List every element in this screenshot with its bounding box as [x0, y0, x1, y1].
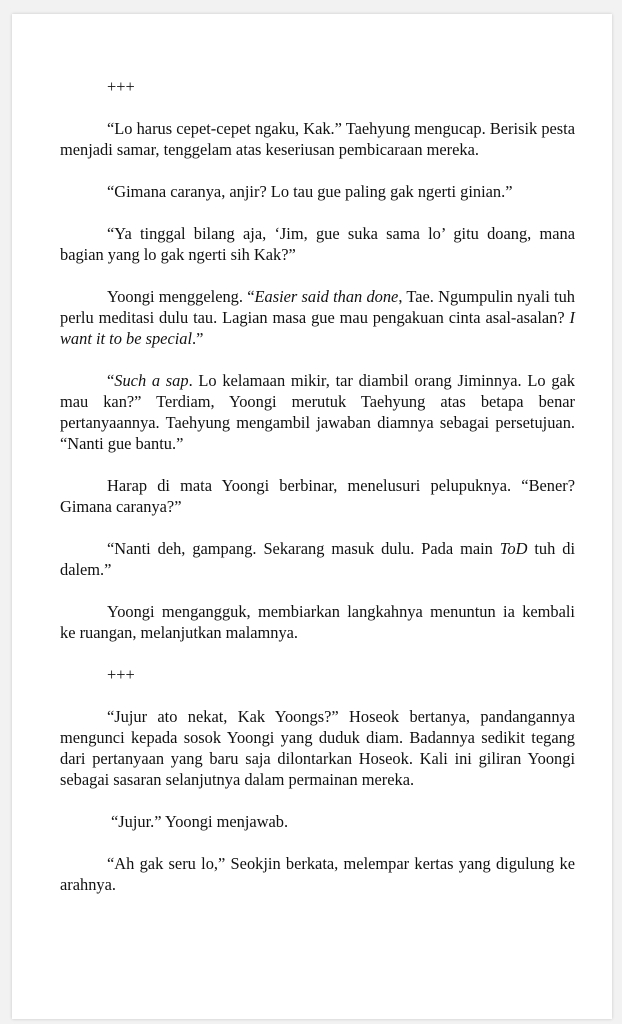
scene-separator: +++: [107, 665, 135, 684]
paragraph: “Ya tinggal bilang aja, ‘Jim, gue suka sama lo’ gitu doang, mana bagian yang lo gak ngerti sih Kak?”: [60, 224, 575, 264]
paragraph: “Lo harus cepet-cepet ngaku, Kak.” Taehyung mengucap. Berisik pesta menjadi samar, tenggelam atas keseriusan pembicaraan mereka.: [60, 119, 575, 159]
paragraph: “Nanti deh, gampang. Sekarang masuk dulu. Pada main ToD tuh di dalem.”: [60, 539, 576, 579]
document-page: [12, 14, 612, 1019]
paragraph: “Gimana caranya, anjir? Lo tau gue paling gak ngerti ginian.”: [107, 182, 513, 201]
paragraph: “Such a sap. Lo kelamaan mikir, tar diambil orang Jiminnya. Lo gak mau kan?” Terdiam, Yoongi merutuk Taehyung atas betapa benar pertanyaannya. Taehyung mengambil jawaban diamnya sebagai persetujuan. “Nanti gue bantu.”: [60, 371, 575, 453]
scene-separator: +++: [107, 77, 135, 96]
italic-text: ToD: [499, 539, 528, 558]
italic-text: Such a sap: [114, 371, 189, 390]
paragraph: Yoongi menggeleng. “Easier said than done, Tae. Ngumpulin nyali tuh perlu meditasi dulu tau. Lagian masa gue mau pengakuan cinta asal-asalan? I want it to be special.”: [60, 287, 575, 348]
paragraph: Harap di mata Yoongi berbinar, menelusuri pelupuknya. “Bener? Gimana caranya?”: [60, 476, 575, 516]
document-body: [60, 76, 575, 916]
italic-text: Easier said than done: [254, 287, 399, 306]
paragraph: Yoongi mengangguk, membiarkan langkahnya menuntun ia kembali ke ruangan, melanjutkan malamnya.: [60, 602, 575, 642]
paragraph: “Ah gak seru lo,” Seokjin berkata, melempar kertas yang digulung ke arahnya.: [60, 854, 575, 894]
paragraph: “Jujur ato nekat, Kak Yoongs?” Hoseok bertanya, pandangannya mengunci kepada sosok Yoongi yang duduk diam. Badannya sedikit tegang dari pertanyaan yang baru saja dilontarkan Hoseok. Kali ini giliran Yoongi sebagai sasaran selanjutnya dalam permainan mereka.: [60, 707, 575, 789]
paragraph: “Jujur.” Yoongi menjawab.: [111, 812, 289, 831]
italic-text: I want it to be special: [60, 308, 575, 348]
